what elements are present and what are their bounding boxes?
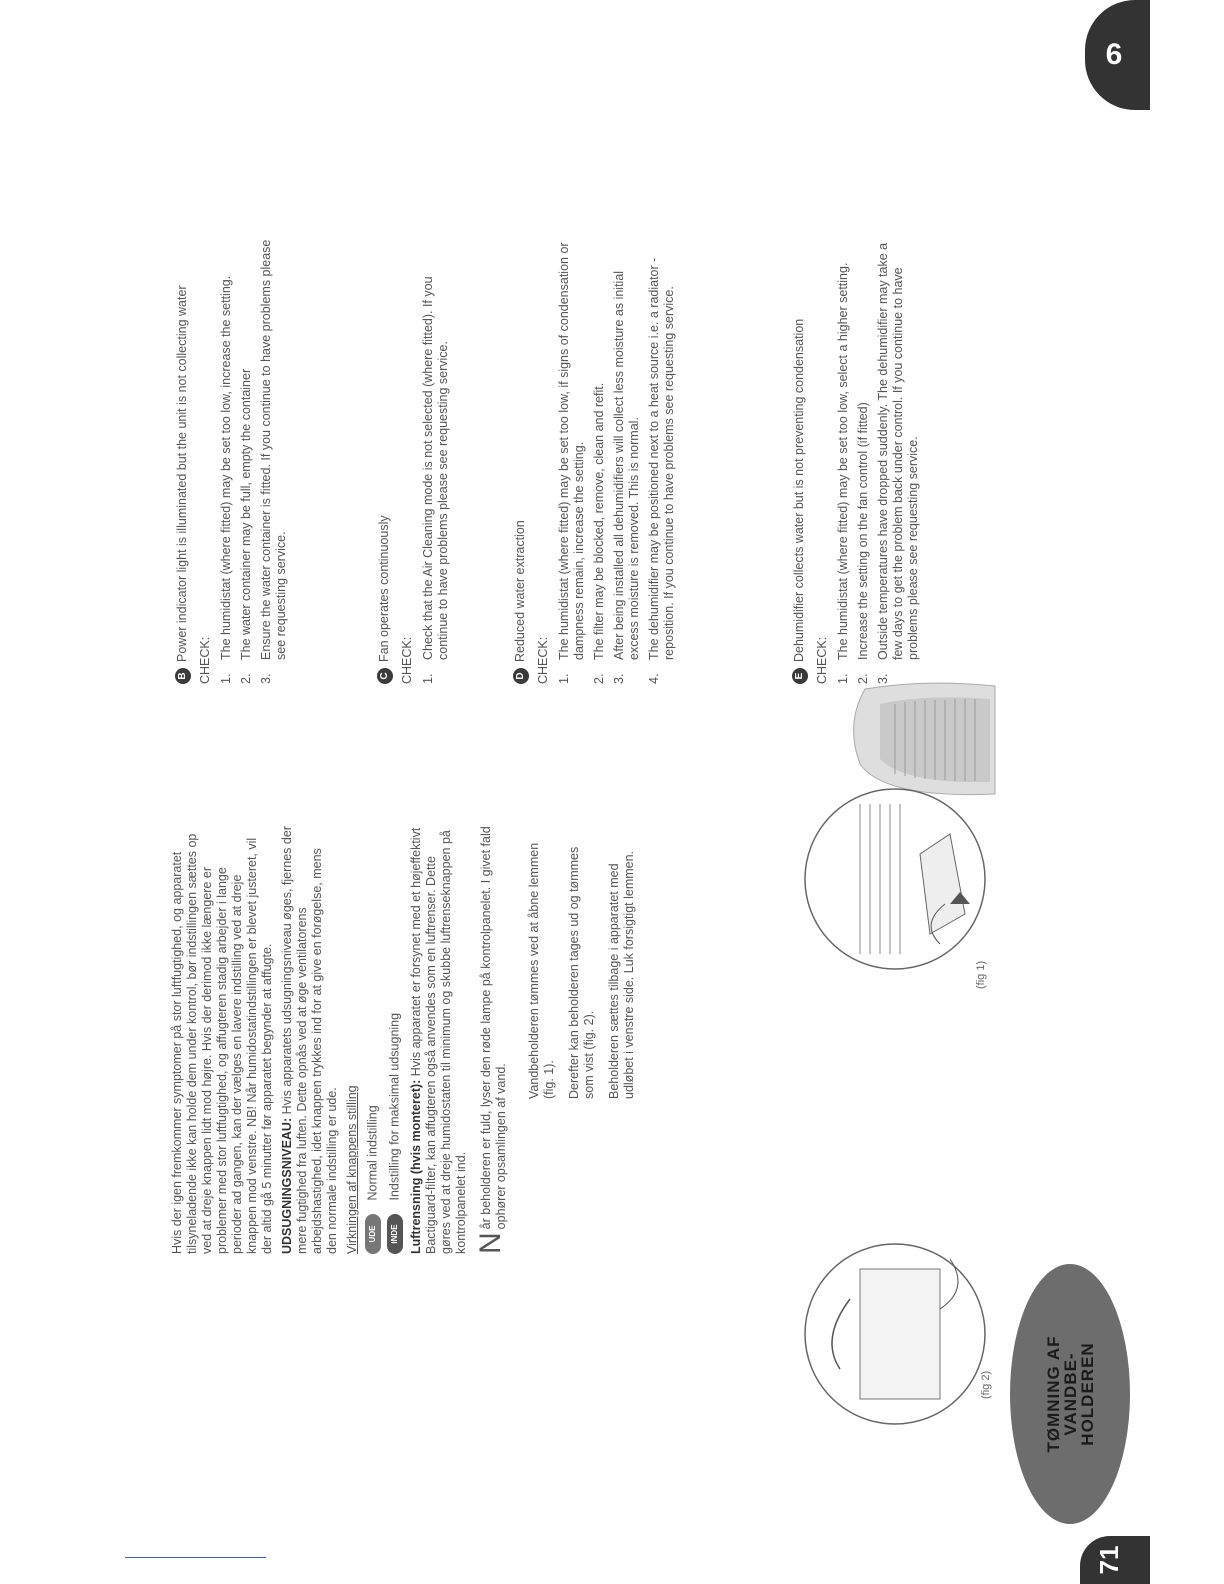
step-3: Beholderen sættes tilbage i apparatet med udløbet i venstre side. Luk forsigtigt lemmen. bbox=[607, 850, 636, 1099]
knap-heading: Virkningen af knappens stilling bbox=[345, 1085, 359, 1254]
list-item: 1. Check that the Air Cleaning mode is not selected (where fitted). If you continue to have problems please see requesting service. bbox=[421, 276, 450, 684]
page-number-left: 6 bbox=[1085, 0, 1150, 110]
section-b bbox=[175, 234, 295, 684]
inde-indicator: INDE bbox=[387, 1214, 403, 1254]
section-title-badge: TØMNING AF VANDBE- HOLDEREN bbox=[1010, 1264, 1130, 1524]
page-number-right: 71 bbox=[1080, 1536, 1150, 1584]
udsugning-paragraph: UDSUGNINGSNIVEAU: Hvis apparatets udsugningsniveau øges, fjernes der mere fugtighed fra luften. Dette opnås ved at øge ventilatorens arbejdshastighed, idet knappen trykkes ind for at give en forøgelse, mens den normale indstilling er ude. bbox=[280, 826, 339, 1254]
section-d bbox=[513, 234, 683, 684]
figure-2-caption: (fig 2) bbox=[980, 1370, 992, 1399]
section-c bbox=[377, 234, 457, 684]
letter-badge: B bbox=[175, 668, 191, 684]
english-column bbox=[175, 234, 1015, 684]
intro-paragraph: Hvis der igen fremkommer symptomer på stor luftfugtighed, og apparatet tilsyneladende ikke kan holde dem under kontrol, bør indstillingen sættes op ved at dreje knappen lidt mod højre. Hvis der derimod ikke længere er problemer med stor luftfugtighed, og affugteren stadig arbejder i lange perioder ad gangen, kan der vælges en lavere indstilling ved at dreje knappen mod venstre. NB! Når humidostatindstillingen er blevet justeret, vil der altid gå 5 minutter før apparatet begynder at affugte. bbox=[170, 833, 274, 1254]
list-item: 3. Ensure the water container is fitted. If you continue to have problems please see requesting service. bbox=[259, 239, 288, 684]
dial-row-ude: UDE Normal indstilling bbox=[365, 824, 381, 1254]
list-item: 1. The humidistat (where fitted) may be set too low, if signs of condensation or dampness remain, increase the setting. bbox=[557, 242, 586, 684]
check-label: CHECK: bbox=[815, 636, 829, 684]
list-item: 2. The filter may be blocked, remove, clean and refit. bbox=[592, 382, 606, 684]
section-heading: Dehumidifier collects water but is not preventing condensation bbox=[792, 318, 806, 662]
dial-row-inde: INDE Indstilling for maksimal udsugning bbox=[387, 824, 403, 1254]
list-item: 2. The water container may be full, empty the container bbox=[239, 368, 253, 684]
list-item: 4. The dehumidifier may be positioned next to a heat source i.e. a radiator - reposition. If you continue to have problems see requesting service. bbox=[647, 257, 676, 684]
section-heading: Power indicator light is illuminated but the unit is not collecting water bbox=[175, 285, 189, 662]
luftrensning-paragraph: Luftrensning (hvis monteret): Hvis apparatet er forsynet med et højeffektivt Bactiguard-filter, kan affugteren også anvendes som en luftrenser. Dette gøres ved at dreje humidostaten til minimum og skubbe luftrenseknappen på kontrolpanelet ind. bbox=[409, 827, 468, 1254]
steps bbox=[527, 824, 637, 1099]
list-item: 3. After being installed all dehumidifiers will collect less moisture as initial excess moisture is removed. This is normal. bbox=[612, 270, 641, 684]
danish-column bbox=[170, 824, 930, 1254]
letter-badge: D bbox=[513, 668, 529, 684]
letter-badge: C bbox=[377, 668, 393, 684]
section-heading: Reduced water extraction bbox=[513, 520, 527, 662]
figure-1-caption: (fig 1) bbox=[975, 960, 987, 989]
list-item: 1. The humidistat (where fitted) may be set too low, select a higher setting. bbox=[836, 262, 850, 684]
check-label: CHECK: bbox=[400, 636, 414, 684]
check-label: CHECK: bbox=[198, 636, 212, 684]
step-2: Derefter kan beholderen tages ud og tømmes som vist (fig. 2). bbox=[567, 846, 596, 1099]
section-e bbox=[792, 234, 927, 684]
page-margin bbox=[1148, 0, 1224, 1584]
full-container-paragraph: N år beholderen er fuld, lyser den røde lampe på kontrolpanelet. I givet fald ophører opsamlingen af vand. bbox=[474, 826, 508, 1254]
check-label: CHECK: bbox=[536, 636, 550, 684]
step-1: Vandbeholderen tømmes ved at åbne lemmen (fig. 1). bbox=[527, 842, 556, 1099]
list-item: 3. Outside temperatures have dropped suddenly. The dehumidifier may take a few days to get the problem back under control. If you continue to have problems please see requesting service. bbox=[876, 242, 920, 684]
list-item: 2. Increase the setting on the fan control (if fitted) bbox=[856, 402, 870, 684]
figure-2-illustration bbox=[800, 1239, 990, 1429]
ude-indicator: UDE bbox=[365, 1214, 381, 1254]
section-heading: Fan operates continuously bbox=[377, 515, 391, 662]
list-item: 1. The humidistat (where fitted) may be set too low, increase the setting. bbox=[219, 275, 233, 684]
letter-badge: E bbox=[792, 668, 808, 684]
